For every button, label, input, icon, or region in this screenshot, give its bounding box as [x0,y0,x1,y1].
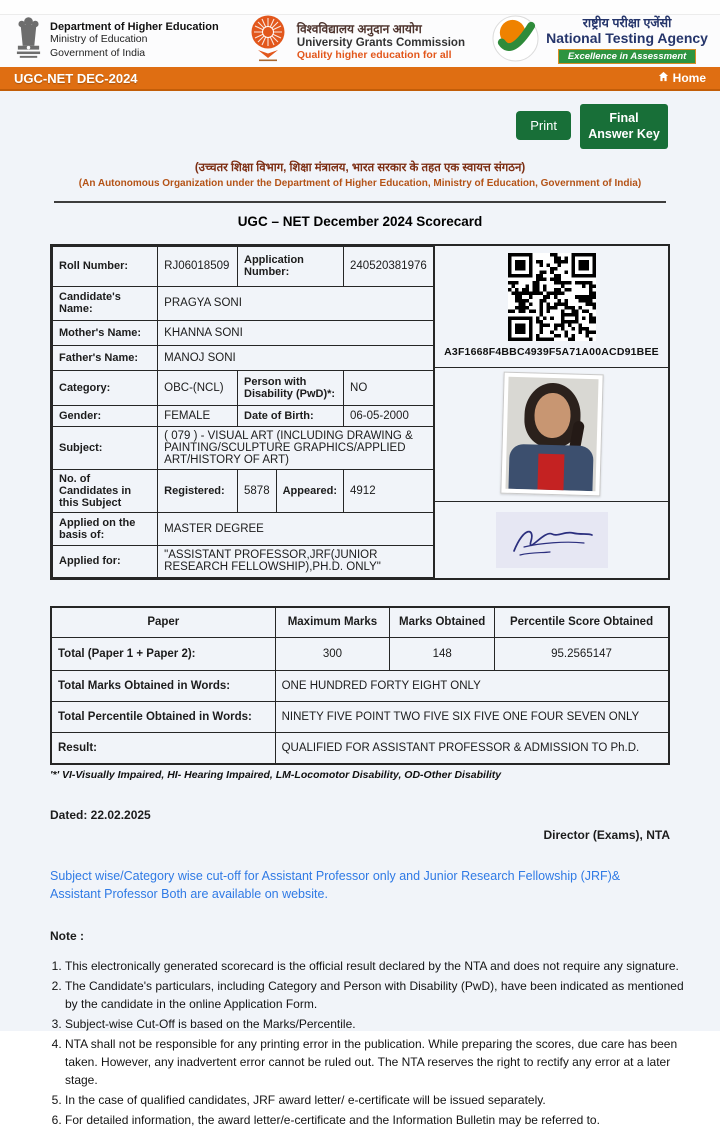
dob-label: Date of Birth: [238,405,344,426]
appeared-label: Appeared: [276,469,343,512]
table-row [51,702,669,733]
candidate-photo [500,372,603,497]
table-row [53,246,434,286]
col-header-percentile: Percentile Score Obtained [495,607,669,638]
nta-badge: Excellence in Assessment [558,49,696,64]
applied-basis-label: Applied on the basis of: [53,512,158,545]
nta-hindi-title: राष्ट्रीय परीक्षा एजेंसी [582,15,672,30]
registered-label: Registered: [158,469,238,512]
action-buttons [0,91,720,149]
applied-for-label: Applied for: [53,545,158,577]
candidate-name-label: Candidate's Name: [53,286,158,320]
home-label: Home [672,71,706,85]
application-number-label: Application Number: [238,246,344,286]
ugc-logo-group [246,13,465,68]
final-answer-key-button[interactable]: Final Answer Key [580,104,668,149]
note-list [50,957,698,1129]
signature-section [435,502,668,578]
table-row [53,286,434,320]
qr-section [435,246,668,368]
applied-for-value: "ASSISTANT PROFESSOR,JRF(JUNIOR RESEARCH FELLOWSHIP),PH.D. ONLY" [158,545,434,577]
table-row [53,469,434,512]
col-header-marks-obtained: Marks Obtained [390,607,495,638]
marks-table [50,606,670,765]
table-row [51,733,669,764]
ugc-tagline: Quality higher education for all [296,49,452,61]
table-row [51,638,669,671]
table-row [51,671,669,702]
dept-logo-group [14,14,219,67]
home-icon [658,71,669,85]
note-title: Note : [50,928,84,943]
cutoff-link[interactable]: Subject wise/Category wise cut-off for Assistant Professor only and Junior Research Fellowship (JRF)& Assistant Professor Both are available on website. [50,868,621,901]
marks-words-value: ONE HUNDRED FORTY EIGHT ONLY [275,671,669,702]
table-row [53,512,434,545]
note-item: 4. NTA shall not be responsible for any printing error in the publication. While preparing the scores, due care has been taken. However, any inadvertent error cannot be ruled out. The NTA reserves the right to rectify any error at a later stage. [65,1035,698,1089]
nta-logo-icon [492,15,539,67]
marks-obtained-value: 148 [390,638,495,671]
candidate-signature [496,512,608,568]
org-subtitle-hindi: (उच्चतर शिक्षा विभाग, शिक्षा मंत्रालय, भारत सरकार के तहत एक स्वायत्त संगठन) [194,161,526,174]
table-row [51,607,669,638]
registered-value: 5878 [238,469,277,512]
percentile-words-value: NINETY FIVE POINT TWO FIVE SIX FIVE ONE FOUR SEVEN ONLY [275,702,669,733]
page-title: UGC – NET December 2024 Scorecard [237,213,483,229]
nta-logo-group [492,15,708,67]
candidate-name-value: PRAGYA SONI [158,286,434,320]
col-header-max-marks: Maximum Marks [275,607,390,638]
nta-title: National Testing Agency [546,30,708,47]
table-row [53,320,434,345]
note-item: 6. For detailed information, the award letter/e-certificate and the Information Bulletin may be referred to. [65,1111,698,1129]
dept-line3: Government of India [50,46,146,59]
result-value: QUALIFIED FOR ASSISTANT PROFESSOR & ADMISSION TO Ph.D. [275,733,669,764]
pwd-value: NO [344,370,434,405]
home-link[interactable] [658,71,706,85]
ugc-title: University Grants Commission [296,37,465,49]
ugc-text [297,20,465,61]
dob-value: 06-05-2000 [344,405,434,426]
roll-number-label: Roll Number: [53,246,158,286]
application-number-value: 240520381976 [344,246,434,286]
ugc-logo-icon [246,13,290,68]
dept-title: Department of Higher Education [50,21,219,34]
photo-section [435,368,668,502]
header [0,14,720,67]
org-subtitle-english: (An Autonomous Organization under the Department of Higher Education, Ministry of Education, Government of India) [78,177,642,189]
col-header-paper: Paper [51,607,275,638]
table-row [53,370,434,405]
maximum-marks-value: 300 [275,638,390,671]
marks-words-label: Total Marks Obtained in Words: [51,671,275,702]
percentile-value: 95.2565147 [495,638,669,671]
gender-label: Gender: [53,405,158,426]
candidate-details-section [50,244,670,580]
note-item: 2. The Candidate's particulars, including Category and Person with Disability (PwD), have been indicated as mentioned by the candidate in the online Application Form. [65,977,698,1013]
navbar [0,67,720,91]
mother-name-label: Mother's Name: [53,320,158,345]
ugc-hindi-title: विश्वविद्यालय अनुदान आयोग [296,22,422,36]
subject-label: Subject: [53,426,158,469]
pwd-label: Person with Disability (PwD)*: [238,370,344,405]
signatory-text: Director (Exams), NTA [543,827,670,842]
total-row-label: Total (Paper 1 + Paper 2): [51,638,275,671]
page-body [0,91,720,1127]
qr-code [508,253,596,341]
nta-text [546,17,708,65]
category-value: OBC-(NCL) [158,370,238,405]
dated-text: Dated: 22.02.2025 [50,807,151,822]
dept-text [50,21,219,59]
note-item: 1. This electronically generated scorecard is the official result declared by the NTA and does not require any signature. [65,957,698,975]
table-row [53,345,434,370]
candidate-details-table [52,246,434,578]
exam-label: UGC-NET DEC-2024 [14,70,138,86]
mother-name-value: KHANNA SONI [158,320,434,345]
top-strip [0,0,720,14]
dept-line2: Ministry of Education [50,33,148,46]
father-name-label: Father's Name: [53,345,158,370]
verification-code: A3F1668F4BBC4939F5A71A00ACD91BEE [444,345,659,358]
note-item: 3. Subject-wise Cut-Off is based on the Marks/Percentile. [65,1015,698,1033]
print-button[interactable]: Print [516,111,571,140]
table-row [53,405,434,426]
note-item: 5. In the case of qualified candidates, JRF award letter/ e-certificate will be issued separately. [65,1091,698,1109]
father-name-value: MANOJ SONI [158,345,434,370]
category-label: Category: [53,370,158,405]
disability-footnote: '*' VI-Visually Impaired, HI- Hearing Impaired, LM-Locomotor Disability, OD-Other Disability [50,768,502,781]
subject-value: ( 079 ) - VISUAL ART (INCLUDING DRAWING & PAINTING/SCULPTURE GRAPHICS/APPLIED ART/HISTORY OF ART) [158,426,434,469]
table-row [53,545,434,577]
candidates-count-label: No. of Candidates in this Subject [53,469,158,512]
appeared-value: 4912 [344,469,434,512]
gender-value: FEMALE [158,405,238,426]
emblem-of-india-icon [14,14,43,67]
percentile-words-label: Total Percentile Obtained in Words: [51,702,275,733]
verification-panel [434,246,668,578]
table-row [53,426,434,469]
applied-basis-value: MASTER DEGREE [158,512,434,545]
result-label: Result: [51,733,275,764]
roll-number-value: RJ06018509 [158,246,238,286]
divider-rule [54,201,666,203]
